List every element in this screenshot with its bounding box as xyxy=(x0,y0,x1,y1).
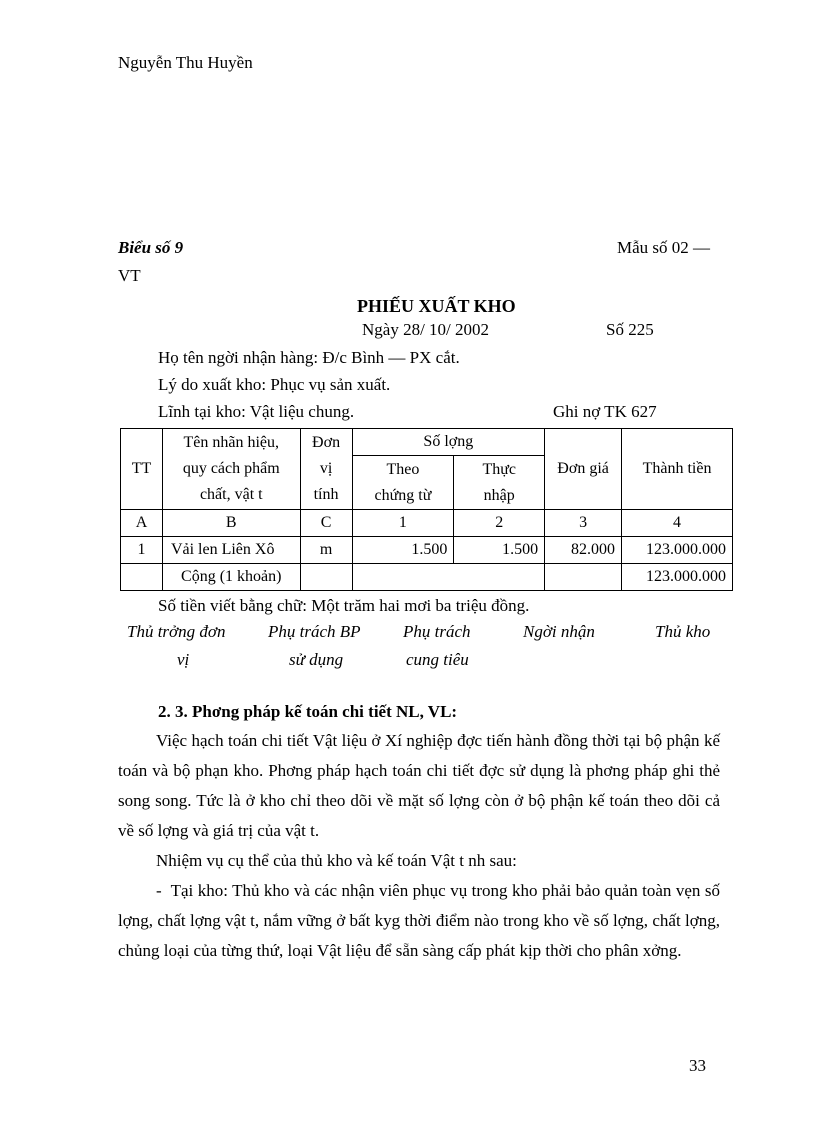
col-amount: Thành tiền xyxy=(622,429,733,510)
header-row xyxy=(121,429,733,456)
code-cell: B xyxy=(162,510,300,537)
section-body xyxy=(118,726,720,966)
section-heading: 2. 3. Phơng pháp kế toán chi tiết NL, VL: xyxy=(158,702,458,721)
row-qty-doc: 1.500 xyxy=(352,537,454,564)
signature-head-of-unit-cont: vị xyxy=(177,650,190,669)
code-row xyxy=(121,510,733,537)
col-qty-doc-l1: Theo xyxy=(386,460,420,478)
signature-supply-head-cont: cung tiêu xyxy=(406,650,469,669)
signature-dept-head-cont: sử dụng xyxy=(289,650,344,669)
col-qty-doc-l2: chứng từ xyxy=(374,486,432,504)
signature-head-of-unit: Thủ trởng đơn xyxy=(127,622,226,641)
col-name-l3: chất, vật t xyxy=(199,486,263,503)
total-price xyxy=(545,564,622,591)
total-qty xyxy=(352,564,545,591)
code-cell: C xyxy=(300,510,352,537)
total-label: Cộng (1 khoản) xyxy=(162,564,300,591)
bullet-dash: - xyxy=(156,881,162,900)
receiver-line: Họ tên ngời nhận hàng: Đ/c Bình — PX cắt. xyxy=(158,348,460,367)
paragraph-3 xyxy=(118,876,720,966)
col-qty-real xyxy=(454,456,545,510)
code-cell: 1 xyxy=(352,510,454,537)
col-unit-l1: Đơn xyxy=(312,434,341,451)
col-qty-real-l2: nhập xyxy=(483,486,515,504)
row-qty-real: 1.500 xyxy=(454,537,545,564)
col-price: Đơn giá xyxy=(545,429,622,510)
col-qty-doc xyxy=(352,456,454,510)
row-amount: 123.000.000 xyxy=(622,537,733,564)
col-name-l1: Tên nhãn hiệu, xyxy=(183,434,280,451)
col-name xyxy=(162,429,300,510)
form-title: PHIẾU XUẤT KHO xyxy=(357,296,516,316)
col-unit xyxy=(300,429,352,510)
page-number: 33 xyxy=(689,1056,706,1075)
template-code-cont: VT xyxy=(118,266,141,285)
code-cell: 4 xyxy=(622,510,733,537)
col-qty: Số lợng xyxy=(352,429,545,456)
row-unit: m xyxy=(300,537,352,564)
row-tt: 1 xyxy=(121,537,163,564)
author-name: Nguyễn Thu Huyền xyxy=(118,53,253,72)
form-number: Số 225 xyxy=(606,320,654,339)
form-date: Ngày 28/ 10/ 2002 xyxy=(362,320,490,339)
total-amount: 123.000.000 xyxy=(622,564,733,591)
template-code: Mẫu số 02 — xyxy=(617,238,711,257)
col-name-l2: quy cách phẩm xyxy=(182,460,280,477)
signature-dept-head: Phụ trách BP xyxy=(268,622,361,641)
col-qty-real-l1: Thực xyxy=(482,460,516,478)
col-unit-l2: vị xyxy=(319,460,333,477)
code-cell: A xyxy=(121,510,163,537)
row-price: 82.000 xyxy=(545,537,622,564)
signature-storekeeper: Thủ kho xyxy=(655,622,711,641)
row-name: Vải len Liên Xô xyxy=(162,537,300,564)
signature-supply-head: Phụ trách xyxy=(403,622,471,641)
signature-receiver: Ngời nhận xyxy=(523,622,595,641)
paragraph-2: Nhiệm vụ cụ thể của thủ kho và kế toán Vật t nh sau: xyxy=(156,851,517,870)
paragraph-3-text: Tại kho: Thủ kho và các nhận viên phục vụ trong kho phải bảo quản toàn vẹn số lợng, chất lợng vật t, nắm vững ở bất kyg thời điểm nào trong kho về số lợng, chất lợng, chủng loại của từng thứ, loại Vật liệu để sẵn sàng cấp phát kịp thời cho phân xởng. xyxy=(118,881,721,960)
warehouse-line: Lĩnh tại kho: Vật liệu chung. xyxy=(158,402,355,421)
total-unit xyxy=(300,564,352,591)
paragraph-1: Việc hạch toán chi tiết Vật liệu ở Xí nghiệp đợc tiến hành đồng thời tại bộ phận kế toán và bộ phạn kho. Phơng pháp hạch toán chi tiết đợc sử dụng là phơng pháp ghi thẻ song song. Tức là ở kho chỉ theo dõi về mặt số lợng còn ở bộ phận kế toán theo dõi cả về số lợng và giá trị của vật t. xyxy=(118,731,720,840)
reason-line: Lý do xuất kho: Phục vụ sản xuất. xyxy=(158,375,391,394)
debit-account: Ghi nợ TK 627 xyxy=(553,402,657,421)
issue-table xyxy=(120,428,733,591)
form-label: Biểu số 9 xyxy=(118,238,184,257)
code-cell: 2 xyxy=(454,510,545,537)
total-row xyxy=(121,564,733,591)
code-cell: 3 xyxy=(545,510,622,537)
total-tt xyxy=(121,564,163,591)
table-row xyxy=(121,537,733,564)
col-unit-l3: tính xyxy=(313,486,339,503)
amount-in-words: Số tiền viết bằng chữ: Một trăm hai mơi ba triệu đồng. xyxy=(158,596,530,615)
col-tt: TT xyxy=(121,429,163,510)
